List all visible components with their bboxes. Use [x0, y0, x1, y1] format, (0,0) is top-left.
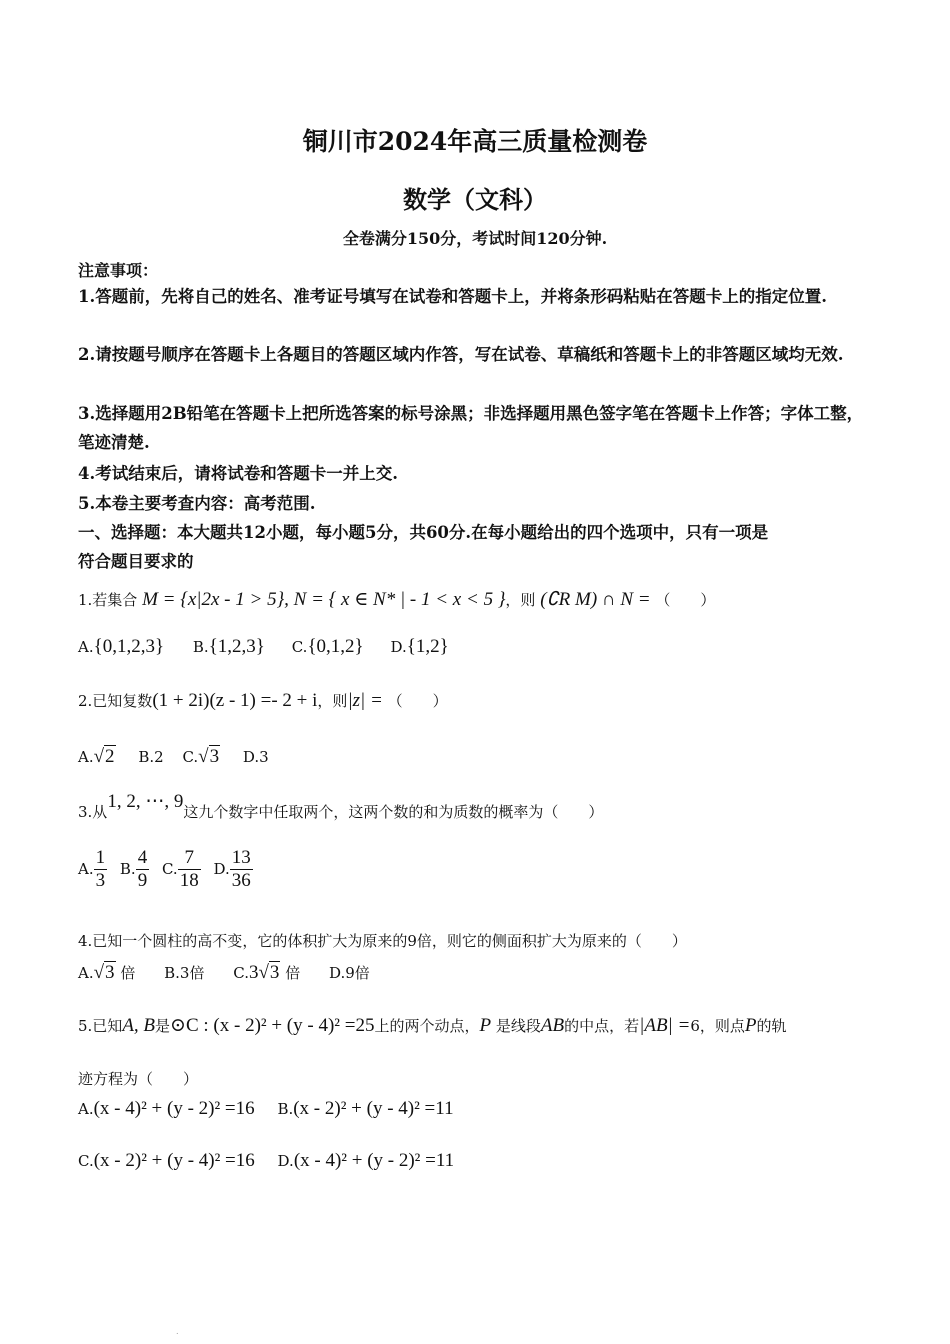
question-5: 5.已知A, B是⊙C : (x - 2)² + (y - 4)² =25上的两个动点，P 是线段AB的中点，若|AB| =6，则点P的轨 — [78, 1015, 787, 1036]
q1-option-b[interactable]: B.{1,2,3} — [192, 636, 265, 657]
question-1 — [78, 588, 715, 611]
q5-circle: ⊙C : (x - 2)² + (y - 4)² =25 — [170, 1015, 375, 1036]
q1-option-a[interactable]: A.{0,1,2,3} — [78, 636, 165, 657]
q1-option-d[interactable]: D.{1,2} — [390, 636, 449, 657]
q2-option-b[interactable]: B.2 — [138, 748, 164, 766]
footer-mark: . — [176, 1327, 179, 1336]
q3-option-b[interactable]: B. $\frac{4}{9}$ — [119, 847, 148, 891]
section-line-1: 一、选择题：本大题共12小题，每小题5分，共60分.在每小题给出的四个选项中，只有一项是 — [78, 523, 769, 542]
section-line-2: 符合题目要求的 — [78, 552, 194, 571]
q2-mid: ，则 — [317, 692, 348, 710]
q2-options — [78, 746, 269, 768]
q1-expr: (∁R M) ∩ N = — [540, 589, 651, 610]
section-heading — [78, 518, 878, 576]
q1-option-c[interactable]: C.{0,1,2} — [291, 636, 364, 657]
q4-option-b[interactable]: B.3倍 — [164, 964, 205, 982]
notes-heading: 注意事项： — [78, 261, 159, 280]
note-item: 4.考试结束后，请将试卷和答题卡一并上交. — [78, 464, 398, 483]
exam-title: 铜川市2024年高三质量检测卷 — [302, 127, 648, 156]
q3-formula: 1, 2, ⋯, 9 — [107, 791, 184, 812]
question-4: 4.已知一个圆柱的高不变，它的体积扩大为原来的9倍，则它的侧面积扩大为原来的（ ） — [78, 932, 687, 950]
q1-paren: （ ） — [655, 591, 716, 609]
q4-options — [78, 962, 370, 984]
q1-prefix: 1.若集合 — [78, 591, 138, 609]
q3-option-a[interactable]: A. $\frac{1}{3}$ — [78, 847, 106, 891]
note-item: 2.请按题号顺序在答题卡上各题目的答题区域内作答，写在试卷、草稿纸和答题卡上的非答题区域均无效. — [78, 345, 844, 364]
q4-option-a[interactable]: A.√3 倍 — [78, 962, 136, 983]
question-3 — [78, 791, 604, 823]
q2-expr: |z| = — [347, 690, 383, 711]
q2-paren: （ ） — [387, 692, 448, 710]
q3-options — [78, 848, 253, 891]
q5-option-b[interactable]: B.(x - 2)² + (y - 4)² =11 — [277, 1098, 454, 1119]
exam-subject: 数学（文科） — [403, 185, 547, 214]
question-2 — [78, 690, 448, 712]
note-item: 3.选择题用2B铅笔在答题卡上把所选答案的标号涂黑；非选择题用黑色签字笔在答题卡上作答；字体工整，笔迹清楚. — [78, 404, 864, 452]
q5-option-c[interactable]: C.(x - 2)² + (y - 4)² =16 — [78, 1150, 255, 1171]
q5-option-d[interactable]: D.(x - 4)² + (y - 2)² =11 — [277, 1150, 455, 1171]
q5-line-2: 迹方程为（ ） — [78, 1070, 199, 1088]
q2-option-d[interactable]: D.3 — [242, 748, 269, 766]
q4-option-c[interactable]: C.3√3 倍 — [233, 962, 301, 983]
exam-info: 全卷满分150分，考试时间120分钟. — [342, 229, 608, 248]
q1-mid: ，则 — [505, 591, 536, 609]
q5-options-row-1 — [78, 1098, 454, 1120]
q4-option-d[interactable]: D.9倍 — [328, 964, 370, 982]
q5-points: A, B — [122, 1015, 156, 1036]
q5-option-a[interactable]: A.(x - 4)² + (y - 2)² =16 — [78, 1098, 255, 1119]
q2-option-c[interactable]: C.√3 — [182, 746, 220, 767]
note-item: 5.本卷主要考查内容：高考范围. — [78, 494, 316, 513]
q1-options — [78, 636, 449, 658]
q5-options-row-2 — [78, 1150, 454, 1172]
q2-option-a[interactable]: A.√2 — [78, 746, 115, 767]
q3-option-c[interactable]: C. $\frac{7}{18}$ — [161, 847, 199, 891]
q3-option-d[interactable]: D. $\frac{13}{36}$ — [213, 847, 251, 891]
q2-prefix: 2.已知复数 — [78, 692, 153, 710]
q3-prefix: 3.从 — [78, 803, 108, 821]
q1-formula: M = {x|2x - 1 > 5}, N = { x ∈ N* | - 1 < x < 5 } — [142, 589, 506, 610]
q3-text: 这九个数字中任取两个，这两个数的和为质数的概率为（ ） — [183, 803, 604, 821]
q2-formula: (1 + 2i)(z - 1) =- 2 + i — [152, 690, 318, 711]
note-item: 1.答题前，先将自己的姓名、准考证号填写在试卷和答题卡上，并将条形码粘贴在答题卡上的指定位置. — [78, 287, 827, 306]
